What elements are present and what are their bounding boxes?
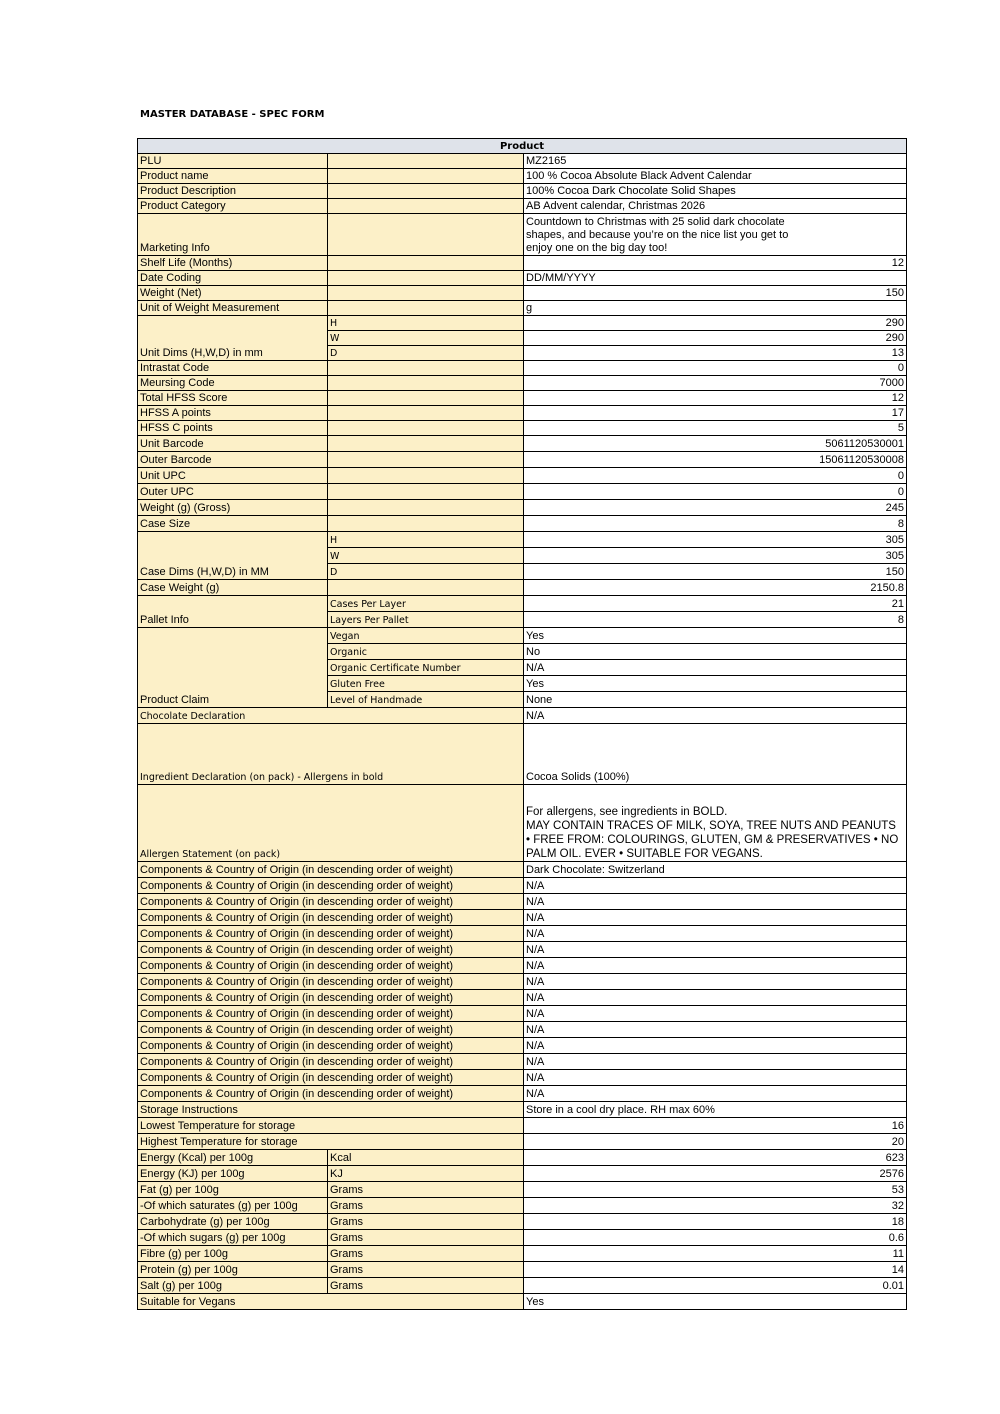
unit-dims-label: Unit Dims (H,W,D) in mm	[138, 316, 328, 361]
product-name-row	[138, 169, 907, 184]
marketing-info-line: Countdown to Christmas with 25 solid dark chocolate	[526, 216, 785, 228]
ingredient-declaration-label: Ingredient Declaration (on pack) - Allergens in bold	[138, 724, 524, 785]
meursing-code-value: 7000	[524, 376, 907, 391]
nutrition-label: -Of which saturates (g) per 100g	[138, 1198, 328, 1214]
highest-temp-value: 20	[524, 1134, 907, 1150]
shelf-life-label: Shelf Life (Months)	[138, 256, 328, 271]
components-list	[138, 862, 907, 1102]
component-value: N/A	[524, 1038, 907, 1054]
unit-weight-measurement-sub	[328, 301, 524, 316]
unit-dims-w-label: W	[328, 331, 524, 346]
nutrition-label: Energy (Kcal) per 100g	[138, 1150, 328, 1166]
component-row	[138, 878, 907, 894]
weight-net-row	[138, 286, 907, 301]
product-name-sub	[328, 169, 524, 184]
unit-dims-h-value: 290	[524, 316, 907, 331]
unit-upc-label: Unit UPC	[138, 468, 328, 484]
plu-row	[138, 154, 907, 169]
nutrition-value: 18	[524, 1214, 907, 1230]
nutrition-row	[138, 1246, 907, 1262]
unit-dims-w-value: 290	[524, 331, 907, 346]
allergen-statement-label: Allergen Statement (on pack)	[138, 785, 524, 862]
component-row	[138, 1086, 907, 1102]
nutrition-unit: Grams	[328, 1278, 524, 1294]
marketing-info-line: shapes, and because you’re on the nice list you get to	[526, 229, 789, 241]
outer-barcode-row	[138, 452, 907, 468]
case-dims-w-label: W	[328, 548, 524, 564]
claim-value: No	[524, 644, 907, 660]
claim-value: Yes	[524, 676, 907, 692]
nutrition-unit: Grams	[328, 1262, 524, 1278]
weight-gross-sub	[328, 500, 524, 516]
case-weight-value: 2150.8	[524, 580, 907, 596]
allergen-statement-line: PALM OIL. EVER • SUITABLE FOR VEGANS.	[526, 848, 763, 860]
component-label: Components & Country of Origin (in descending order of weight)	[138, 1086, 524, 1102]
component-label: Components & Country of Origin (in descending order of weight)	[138, 878, 524, 894]
weight-gross-label: Weight (g) (Gross)	[138, 500, 328, 516]
shelf-life-value: 12	[524, 256, 907, 271]
lowest-temp-row	[138, 1118, 907, 1134]
component-value: N/A	[524, 1086, 907, 1102]
nutrition-row	[138, 1262, 907, 1278]
claim-value: None	[524, 692, 907, 708]
intrastat-code-sub	[328, 361, 524, 376]
nutrition-unit: Grams	[328, 1214, 524, 1230]
unit-dims-h-label: H	[328, 316, 524, 331]
unit-dims-d-value: 13	[524, 346, 907, 361]
case-dims-d-value: 150	[524, 564, 907, 580]
allergen-statement-line: MAY CONTAIN TRACES OF MILK, SOYA, TREE NUTS AND PEANUTS	[526, 820, 896, 832]
unit-dims-d-label: D	[328, 346, 524, 361]
weight-gross-value: 245	[524, 500, 907, 516]
unit-weight-measurement-label: Unit of Weight Measurement	[138, 301, 328, 316]
hfss-a-label: HFSS A points	[138, 406, 328, 421]
component-label: Components & Country of Origin (in descending order of weight)	[138, 862, 524, 878]
weight-gross-row	[138, 500, 907, 516]
claim-value: N/A	[524, 660, 907, 676]
storage-value: Store in a cool dry place. RH max 60%	[524, 1102, 907, 1118]
plu-label: PLU	[138, 154, 328, 169]
suitable-for-vegans-value: Yes	[524, 1294, 907, 1310]
hfss-a-sub	[328, 406, 524, 421]
component-label: Components & Country of Origin (in descending order of weight)	[138, 894, 524, 910]
pallet-info-row	[138, 596, 907, 612]
unit-weight-measurement-value: g	[524, 301, 907, 316]
nutrition-row	[138, 1166, 907, 1182]
component-value: N/A	[524, 1022, 907, 1038]
product-category-value: AB Advent calendar, Christmas 2026	[524, 199, 907, 214]
hfss-a-value: 17	[524, 406, 907, 421]
nutrition-label: Salt (g) per 100g	[138, 1278, 328, 1294]
nutrition-row	[138, 1278, 907, 1294]
storage-row	[138, 1102, 907, 1118]
case-dims-d-label: D	[328, 564, 524, 580]
nutrition-row	[138, 1182, 907, 1198]
claim-label: Gluten Free	[328, 676, 524, 692]
nutrition-unit: Grams	[328, 1182, 524, 1198]
outer-barcode-sub	[328, 452, 524, 468]
total-hfss-value: 12	[524, 391, 907, 406]
ingredient-declaration-row	[138, 724, 907, 785]
unit-upc-row	[138, 468, 907, 484]
total-hfss-row	[138, 391, 907, 406]
date-coding-row	[138, 271, 907, 286]
total-hfss-label: Total HFSS Score	[138, 391, 328, 406]
weight-net-label: Weight (Net)	[138, 286, 328, 301]
product-description-row	[138, 184, 907, 199]
shelf-life-row	[138, 256, 907, 271]
product-name-label: Product name	[138, 169, 328, 184]
component-row	[138, 862, 907, 878]
unit-upc-sub	[328, 468, 524, 484]
component-value: N/A	[524, 974, 907, 990]
component-label: Components & Country of Origin (in descending order of weight)	[138, 1038, 524, 1054]
marketing-info-value	[524, 214, 907, 256]
outer-upc-label: Outer UPC	[138, 484, 328, 500]
unit-barcode-sub	[328, 436, 524, 452]
product-claim-row	[138, 628, 907, 644]
case-dims-w-value: 305	[524, 548, 907, 564]
storage-label: Storage Instructions	[138, 1102, 524, 1118]
allergen-statement-line: • FREE FROM: COLOURINGS, GLUTEN, GM & PRESERVATIVES • NO	[526, 834, 899, 846]
plu-sub	[328, 154, 524, 169]
unit-upc-value: 0	[524, 468, 907, 484]
total-hfss-sub	[328, 391, 524, 406]
highest-temp-row	[138, 1134, 907, 1150]
component-label: Components & Country of Origin (in descending order of weight)	[138, 990, 524, 1006]
hfss-c-label: HFSS C points	[138, 421, 328, 436]
unit-dims-row	[138, 316, 907, 331]
ingredient-declaration-value: Cocoa Solids (100%)	[524, 724, 907, 785]
chocolate-declaration-row	[138, 708, 907, 724]
form-title: MASTER DATABASE - SPEC FORM	[140, 109, 325, 120]
outer-upc-value: 0	[524, 484, 907, 500]
component-label: Components & Country of Origin (in descending order of weight)	[138, 974, 524, 990]
case-weight-sub	[328, 580, 524, 596]
outer-barcode-label: Outer Barcode	[138, 452, 328, 468]
nutrition-value: 53	[524, 1182, 907, 1198]
component-value: N/A	[524, 1054, 907, 1070]
component-value: Dark Chocolate: Switzerland	[524, 862, 907, 878]
component-label: Components & Country of Origin (in descending order of weight)	[138, 958, 524, 974]
product-description-sub	[328, 184, 524, 199]
nutrition-list	[138, 1150, 907, 1294]
hfss-c-sub	[328, 421, 524, 436]
unit-barcode-row	[138, 436, 907, 452]
component-row	[138, 1070, 907, 1086]
allergen-statement-row	[138, 785, 907, 862]
component-value: N/A	[524, 926, 907, 942]
case-size-value: 8	[524, 516, 907, 532]
nutrition-value: 0.6	[524, 1230, 907, 1246]
allergen-statement-value	[524, 785, 907, 862]
nutrition-value: 11	[524, 1246, 907, 1262]
nutrition-label: Fibre (g) per 100g	[138, 1246, 328, 1262]
weight-net-value: 150	[524, 286, 907, 301]
marketing-info-sub	[328, 214, 524, 256]
case-size-sub	[328, 516, 524, 532]
nutrition-row	[138, 1214, 907, 1230]
marketing-info-row	[138, 214, 907, 256]
unit-barcode-value: 5061120530001	[524, 436, 907, 452]
nutrition-unit: Grams	[328, 1230, 524, 1246]
case-weight-label: Case Weight (g)	[138, 580, 328, 596]
section-header-row	[138, 139, 907, 154]
date-coding-sub	[328, 271, 524, 286]
case-weight-row	[138, 580, 907, 596]
component-value: N/A	[524, 942, 907, 958]
section-title: Product	[138, 139, 907, 154]
outer-upc-sub	[328, 484, 524, 500]
case-dims-h-label: H	[328, 532, 524, 548]
pallet-info-label: Pallet Info	[138, 596, 328, 628]
lowest-temp-label: Lowest Temperature for storage	[138, 1118, 524, 1134]
intrastat-code-value: 0	[524, 361, 907, 376]
hfss-c-value: 5	[524, 421, 907, 436]
product-description-value: 100% Cocoa Dark Chocolate Solid Shapes	[524, 184, 907, 199]
plu-value: MZ2165	[524, 154, 907, 169]
weight-net-sub	[328, 286, 524, 301]
date-coding-value: DD/MM/YYYY	[524, 271, 907, 286]
nutrition-value: 623	[524, 1150, 907, 1166]
allergen-statement-line: For allergens, see ingredients in BOLD.	[526, 806, 728, 818]
chocolate-declaration-value: N/A	[524, 708, 907, 724]
component-row	[138, 990, 907, 1006]
shelf-life-sub	[328, 256, 524, 271]
nutrition-label: Energy (KJ) per 100g	[138, 1166, 328, 1182]
component-label: Components & Country of Origin (in descending order of weight)	[138, 1054, 524, 1070]
case-size-label: Case Size	[138, 516, 328, 532]
nutrition-label: Fat (g) per 100g	[138, 1182, 328, 1198]
case-dims-label: Case Dims (H,W,D) in MM	[138, 532, 328, 580]
component-label: Components & Country of Origin (in descending order of weight)	[138, 942, 524, 958]
product-category-sub	[328, 199, 524, 214]
component-value: N/A	[524, 990, 907, 1006]
component-row	[138, 910, 907, 926]
nutrition-row	[138, 1230, 907, 1246]
component-row	[138, 942, 907, 958]
component-row	[138, 958, 907, 974]
component-row	[138, 1038, 907, 1054]
meursing-code-row	[138, 376, 907, 391]
product-claim-label: Product Claim	[138, 628, 328, 708]
marketing-info-label: Marketing Info	[138, 214, 328, 256]
component-row	[138, 894, 907, 910]
nutrition-unit: Grams	[328, 1198, 524, 1214]
outer-barcode-value: 15061120530008	[524, 452, 907, 468]
component-row	[138, 1054, 907, 1070]
layers-per-pallet-value: 8	[524, 612, 907, 628]
component-label: Components & Country of Origin (in descending order of weight)	[138, 1006, 524, 1022]
suitable-for-vegans-label: Suitable for Vegans	[138, 1294, 524, 1310]
nutrition-unit: Grams	[328, 1246, 524, 1262]
meursing-code-sub	[328, 376, 524, 391]
nutrition-label: Carbohydrate (g) per 100g	[138, 1214, 328, 1230]
suitable-for-vegans-row	[138, 1294, 907, 1310]
spec-table	[137, 138, 907, 1310]
intrastat-code-label: Intrastat Code	[138, 361, 328, 376]
hfss-c-row	[138, 421, 907, 436]
cases-per-layer-value: 21	[524, 596, 907, 612]
nutrition-value: 0.01	[524, 1278, 907, 1294]
component-label: Components & Country of Origin (in descending order of weight)	[138, 926, 524, 942]
nutrition-row	[138, 1198, 907, 1214]
component-row	[138, 926, 907, 942]
unit-weight-measurement-row	[138, 301, 907, 316]
nutrition-value: 2576	[524, 1166, 907, 1182]
nutrition-label: -Of which sugars (g) per 100g	[138, 1230, 328, 1246]
marketing-info-line: enjoy one on the big day too!	[526, 242, 668, 254]
meursing-code-label: Meursing Code	[138, 376, 328, 391]
component-label: Components & Country of Origin (in descending order of weight)	[138, 910, 524, 926]
case-dims-h-value: 305	[524, 532, 907, 548]
highest-temp-label: Highest Temperature for storage	[138, 1134, 524, 1150]
nutrition-value: 14	[524, 1262, 907, 1278]
product-description-label: Product Description	[138, 184, 328, 199]
case-dims-row	[138, 532, 907, 548]
component-value: N/A	[524, 1006, 907, 1022]
unit-barcode-label: Unit Barcode	[138, 436, 328, 452]
cases-per-layer-label: Cases Per Layer	[328, 596, 524, 612]
component-row	[138, 974, 907, 990]
claim-label: Organic	[328, 644, 524, 660]
component-value: N/A	[524, 1070, 907, 1086]
nutrition-label: Protein (g) per 100g	[138, 1262, 328, 1278]
component-value: N/A	[524, 910, 907, 926]
product-category-row	[138, 199, 907, 214]
component-row	[138, 1022, 907, 1038]
component-value: N/A	[524, 958, 907, 974]
product-category-label: Product Category	[138, 199, 328, 214]
hfss-a-row	[138, 406, 907, 421]
component-value: N/A	[524, 894, 907, 910]
layers-per-pallet-label: Layers Per Pallet	[328, 612, 524, 628]
component-label: Components & Country of Origin (in descending order of weight)	[138, 1070, 524, 1086]
case-size-row	[138, 516, 907, 532]
nutrition-value: 32	[524, 1198, 907, 1214]
intrastat-code-row	[138, 361, 907, 376]
date-coding-label: Date Coding	[138, 271, 328, 286]
component-row	[138, 1006, 907, 1022]
nutrition-unit: KJ	[328, 1166, 524, 1182]
product-name-value: 100 % Cocoa Absolute Black Advent Calendar	[524, 169, 907, 184]
claim-label: Level of Handmade	[328, 692, 524, 708]
claim-label: Vegan	[328, 628, 524, 644]
lowest-temp-value: 16	[524, 1118, 907, 1134]
nutrition-row	[138, 1150, 907, 1166]
claim-value: Yes	[524, 628, 907, 644]
outer-upc-row	[138, 484, 907, 500]
chocolate-declaration-label: Chocolate Declaration	[138, 708, 524, 724]
nutrition-unit: Kcal	[328, 1150, 524, 1166]
claim-label: Organic Certificate Number	[328, 660, 524, 676]
component-label: Components & Country of Origin (in descending order of weight)	[138, 1022, 524, 1038]
component-value: N/A	[524, 878, 907, 894]
